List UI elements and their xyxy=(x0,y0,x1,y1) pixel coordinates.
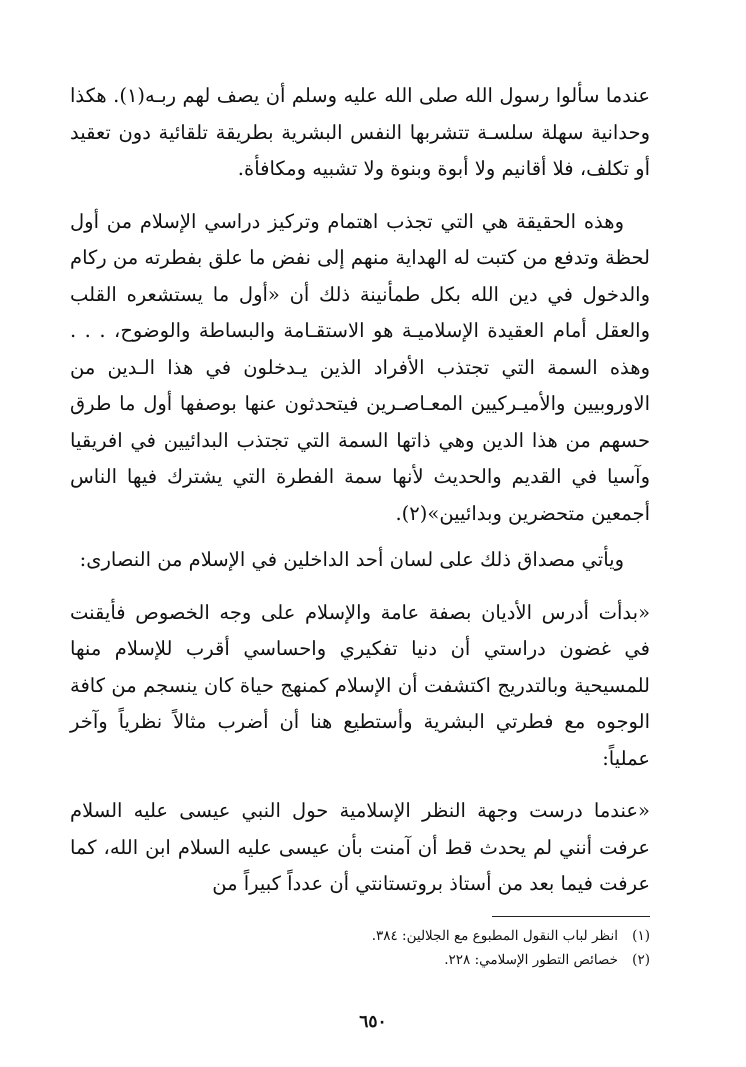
paragraph-gap xyxy=(70,532,650,542)
paragraph-1: عندما سألوا رسول الله صلى الله عليه وسلم أن يصف لهم ربـه(١). هكذا وحدانية سهلة سلسـة تتشربها النفس البشرية بطريقة تلقائية دون تعقيد أو تكلف، فلا أقانيم ولا أبوة وبنوة ولا تشبيه ومكافأة. xyxy=(70,84,651,180)
footnote-number: (٢) xyxy=(632,952,650,968)
paragraph-5-quote: «عندما درست وجهة النظر الإسلامية حول النبي عيسى عليه السلام عرفت أنني لم يحدث قط أن آمنت بأن عيسى عليه السلام ابن الله، كما عرفت فيما بعد من أستاذ بروتستانتي أن عدداً كبيراً من xyxy=(70,799,650,895)
paragraph-gap xyxy=(70,777,650,793)
footnote-text: انظر لباب النقول المطبوع مع الجلالين: ٣٨٤. xyxy=(371,928,618,944)
footnote-text: خصائص التطور الإسلامي: ٢٢٨. xyxy=(444,952,618,968)
footnotes xyxy=(250,924,650,972)
paragraph-4-quote: «بدأت أدرس الأديان بصفة عامة والإسلام على وجه الخصوص فأيقنت في غضون دراستي أن دنيا تفكيري واحساسي أقرب للإسلام منها للمسيحية وبالتدريج اكتشفت أن الإسلام كمنهج حياة كان ينسجم من كافة الوجوه مع فطرتي البشرية وأستطيع هنا أن أضرب مثالاً نظرياً وآخر عملياً: xyxy=(70,600,650,770)
paragraph-gap xyxy=(70,188,650,204)
document-body xyxy=(70,78,650,903)
page-number: ٦٥٠ xyxy=(359,1012,387,1032)
paragraph-2: وهذه الحقيقة هي التي تجذب اهتمام وتركيز دراسي الإسلام من أول لحظة وتدفع من كتبت له الهداية منهم إلى نفض ما علق بفطرته من ركام والدخول في دين الله بكل طمأنينة ذلك أن «أول ما يستشعره القلب والعقل أمام العقيدة الإسلاميـة هو الاستقـامة والبساطة والوضوح، . . . وهذه السمة التي تجتذب الأفراد الذين يـدخلون في هذا الـدين من الاوروبيين والأميـركيين المعـاصـرين فيتحدثون عنها بوصفها أول ما طرق حسهم من هذا الدين وهي ذاتها السمة التي تجتذب البدائيين في افريقيا وآسيا في القديم والحديث لأنها سمة الفطرة التي يشترك فيها الناس أجمعين متحضرين وبدائيين»(٢). xyxy=(70,209,650,525)
footnote-number: (١) xyxy=(632,928,650,944)
footnote-2 xyxy=(250,948,650,972)
footnote-1 xyxy=(250,924,650,948)
paragraph-gap xyxy=(70,579,650,595)
paragraph-3: ويأتي مصداق ذلك على لسان أحد الداخلين في الإسلام من النصارى: xyxy=(79,548,624,571)
footnote-divider xyxy=(492,916,650,917)
